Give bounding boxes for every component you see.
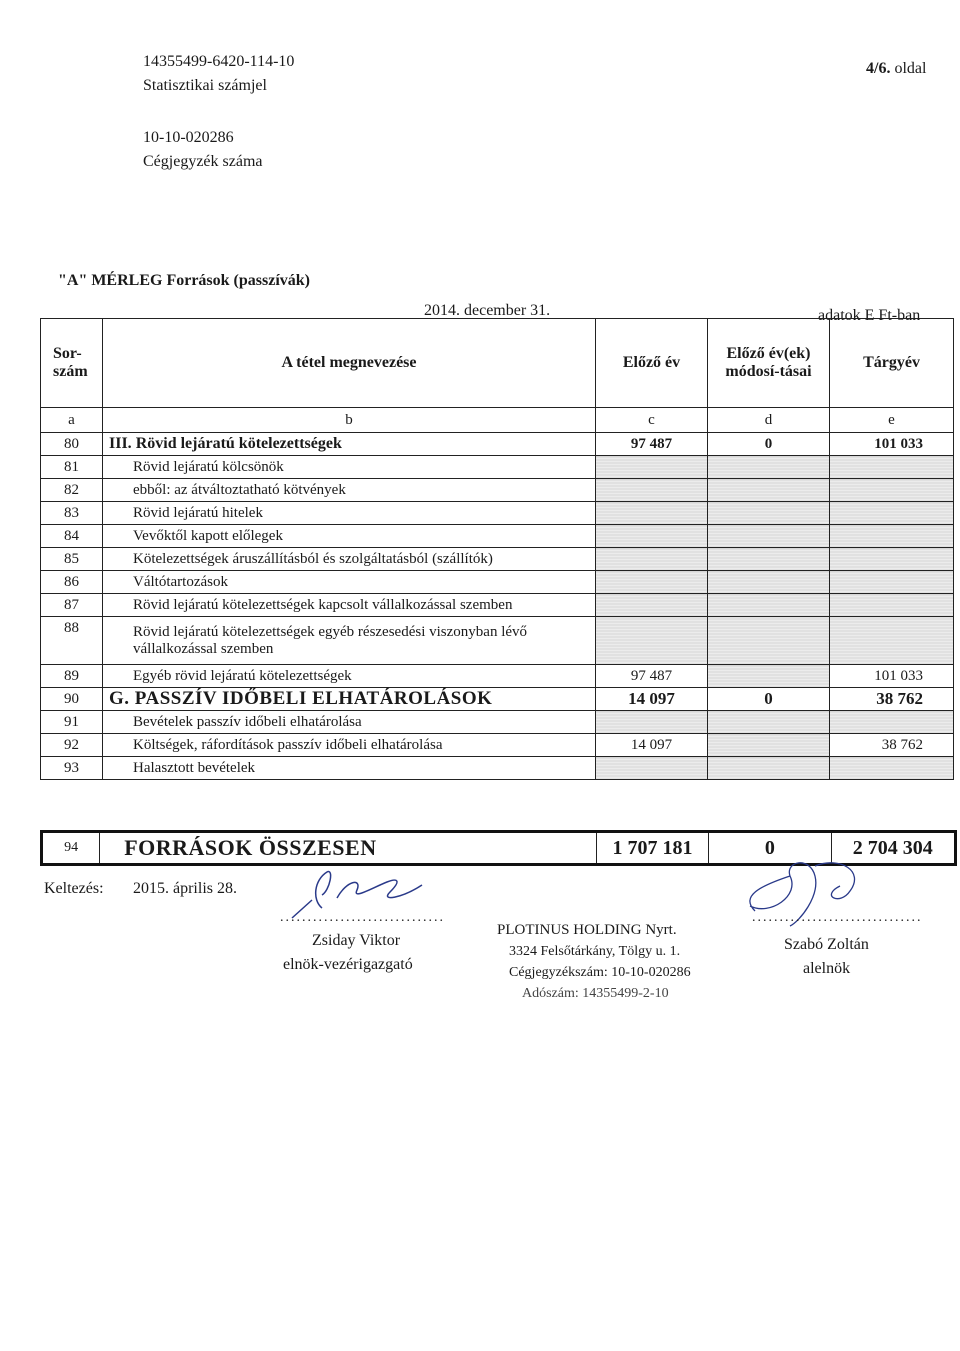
- stat-label: Statisztikai számjel: [143, 77, 267, 94]
- row-number: 84: [41, 525, 103, 548]
- table-row: [41, 456, 954, 479]
- table-row: [41, 548, 954, 571]
- table-row: [41, 711, 954, 734]
- reg-number: 10-10-020286: [143, 129, 234, 146]
- company-tax: Adószám: 14355499-2-10: [522, 986, 669, 1001]
- row-number: 80: [41, 433, 103, 456]
- row-curr: [830, 757, 954, 780]
- row-curr: [830, 594, 954, 617]
- row-prev: [596, 479, 708, 502]
- row-number: 87: [41, 594, 103, 617]
- row-prev: 97 487: [596, 433, 708, 456]
- letter-a: a: [41, 408, 103, 433]
- row-number: 83: [41, 502, 103, 525]
- row-name: Rövid lejáratú kölcsönök: [103, 456, 596, 479]
- row-name: Rövid lejáratú hitelek: [103, 502, 596, 525]
- table-row: [41, 688, 954, 711]
- row-mod: 0: [708, 433, 830, 456]
- table-row: [41, 571, 954, 594]
- col-header-prev: Előző év: [596, 319, 708, 408]
- row-curr: [830, 525, 954, 548]
- row-prev: 14 097: [596, 688, 708, 711]
- row-prev: [596, 757, 708, 780]
- table-row: [41, 502, 954, 525]
- table-row: [41, 757, 954, 780]
- row-mod: [708, 548, 830, 571]
- row-name: Halasztott bevételek: [103, 757, 596, 780]
- row-prev: [596, 571, 708, 594]
- letter-b: b: [103, 408, 596, 433]
- row-name: Költségek, ráfordítások passzív időbeli elhatárolása: [103, 734, 596, 757]
- row-curr: 38 762: [830, 734, 954, 757]
- row-label: [103, 433, 596, 456]
- row-prev: [596, 525, 708, 548]
- table-row: [41, 617, 954, 665]
- row-name: Vevőktől kapott előlegek: [103, 525, 596, 548]
- row-mod: [708, 456, 830, 479]
- page-title: "A" MÉRLEG Források (passzívák): [58, 272, 310, 289]
- col-header-sorszam: Sor- szám: [41, 319, 103, 408]
- row-prev: [596, 617, 708, 665]
- row-mod: [708, 479, 830, 502]
- company-name: PLOTINUS HOLDING Nyrt.: [497, 922, 677, 938]
- row-curr: [830, 456, 954, 479]
- row-prefix: III.: [109, 435, 132, 452]
- balance-table: [40, 318, 954, 780]
- row-curr: [830, 571, 954, 594]
- row-mod: [708, 757, 830, 780]
- col-header-name: A tétel megnevezése: [103, 319, 596, 408]
- row-mod: [708, 571, 830, 594]
- signature-line-1: ..............................: [280, 910, 445, 925]
- row-prev: [596, 548, 708, 571]
- row-mod: [708, 594, 830, 617]
- total-mod: 0: [709, 832, 831, 865]
- table-row: [41, 734, 954, 757]
- table-row: [41, 665, 954, 688]
- table-row: [41, 433, 954, 456]
- row-number: 88: [41, 617, 103, 665]
- row-curr: [830, 617, 954, 665]
- signature-line-2: ...............................: [752, 910, 923, 925]
- letter-d: d: [708, 408, 830, 433]
- row-curr: [830, 502, 954, 525]
- row-curr: [830, 548, 954, 571]
- row-name: Kötelezettségek áruszállításból és szolgáltatásból (szállítók): [103, 548, 596, 571]
- row-prev: 14 097: [596, 734, 708, 757]
- letter-c: c: [596, 408, 708, 433]
- row-prefix: G.: [109, 688, 130, 709]
- row-number: 86: [41, 571, 103, 594]
- row-mod: [708, 525, 830, 548]
- signer1-name: Zsiday Viktor: [312, 932, 401, 949]
- row-curr: 101 033: [830, 433, 954, 456]
- row-mod: [708, 617, 830, 665]
- row-name: Bevételek passzív időbeli elhatárolása: [103, 711, 596, 734]
- row-mod: [708, 734, 830, 757]
- total-prev: 1 707 181: [596, 832, 708, 865]
- signer1-title: elnök-vezérigazgató: [283, 956, 413, 973]
- date-label: Keltezés:: [44, 880, 104, 897]
- row-name: Rövid lejáratú kötelezettségek: [135, 435, 342, 452]
- page-indicator: [866, 60, 926, 78]
- letter-e: e: [830, 408, 954, 433]
- row-prev: [596, 594, 708, 617]
- row-number: 89: [41, 665, 103, 688]
- row-name: PASSZÍV IDŐBELI ELHATÁROLÁSOK: [134, 688, 493, 709]
- row-prev: 97 487: [596, 665, 708, 688]
- row-number: 85: [41, 548, 103, 571]
- row-mod: [708, 711, 830, 734]
- row-number: 81: [41, 456, 103, 479]
- row-number: 82: [41, 479, 103, 502]
- total-number: 94: [42, 832, 100, 865]
- total-label: FORRÁSOK ÖSSZESEN: [100, 832, 597, 865]
- row-number: 90: [41, 688, 103, 711]
- row-curr: 101 033: [830, 665, 954, 688]
- row-curr: [830, 479, 954, 502]
- row-name: ebből: az átváltoztatható kötvények: [103, 479, 596, 502]
- row-prev: [596, 456, 708, 479]
- table-row: [41, 525, 954, 548]
- row-mod: [708, 665, 830, 688]
- units-note: adatok E Ft-ban: [818, 307, 921, 324]
- row-curr: 38 762: [830, 688, 954, 711]
- row-name: Egyéb rövid lejáratú kötelezettségek: [103, 665, 596, 688]
- table-row: [41, 479, 954, 502]
- row-name: Váltótartozások: [103, 571, 596, 594]
- col-header-mod: Előző év(ek) módosí-tásai: [708, 319, 830, 408]
- row-mod: [708, 502, 830, 525]
- page-suffix: oldal: [894, 60, 927, 77]
- balance-date: 2014. december 31.: [424, 302, 551, 319]
- company-reg: Cégjegyzékszám: 10-10-020286: [509, 965, 691, 980]
- row-number: 91: [41, 711, 103, 734]
- row-label: [103, 688, 596, 711]
- reg-label: Cégjegyzék száma: [143, 153, 263, 170]
- col-header-curr: Tárgyév: [830, 319, 954, 408]
- row-name: Rövid lejáratú kötelezettségek egyéb részesedési viszonyban lévő vállalkozással szemben: [103, 617, 596, 665]
- signer2-name: Szabó Zoltán: [784, 936, 869, 953]
- row-name: Rövid lejáratú kötelezettségek kapcsolt vállalkozással szemben: [103, 594, 596, 617]
- row-number: 92: [41, 734, 103, 757]
- row-prev: [596, 502, 708, 525]
- row-number: 93: [41, 757, 103, 780]
- date-value: 2015. április 28.: [133, 880, 237, 897]
- row-curr: [830, 711, 954, 734]
- table-header-row: [41, 319, 954, 408]
- total-curr: 2 704 304: [831, 832, 955, 865]
- page-number: 4/6.: [866, 60, 891, 77]
- row-mod: 0: [708, 688, 830, 711]
- row-prev: [596, 711, 708, 734]
- table-letters-row: [41, 408, 954, 433]
- stat-number: 14355499-6420-114-10: [143, 53, 295, 70]
- table-row: [41, 594, 954, 617]
- company-address: 3324 Felsőtárkány, Tölgy u. 1.: [509, 944, 681, 959]
- signer2-title: alelnök: [803, 960, 851, 977]
